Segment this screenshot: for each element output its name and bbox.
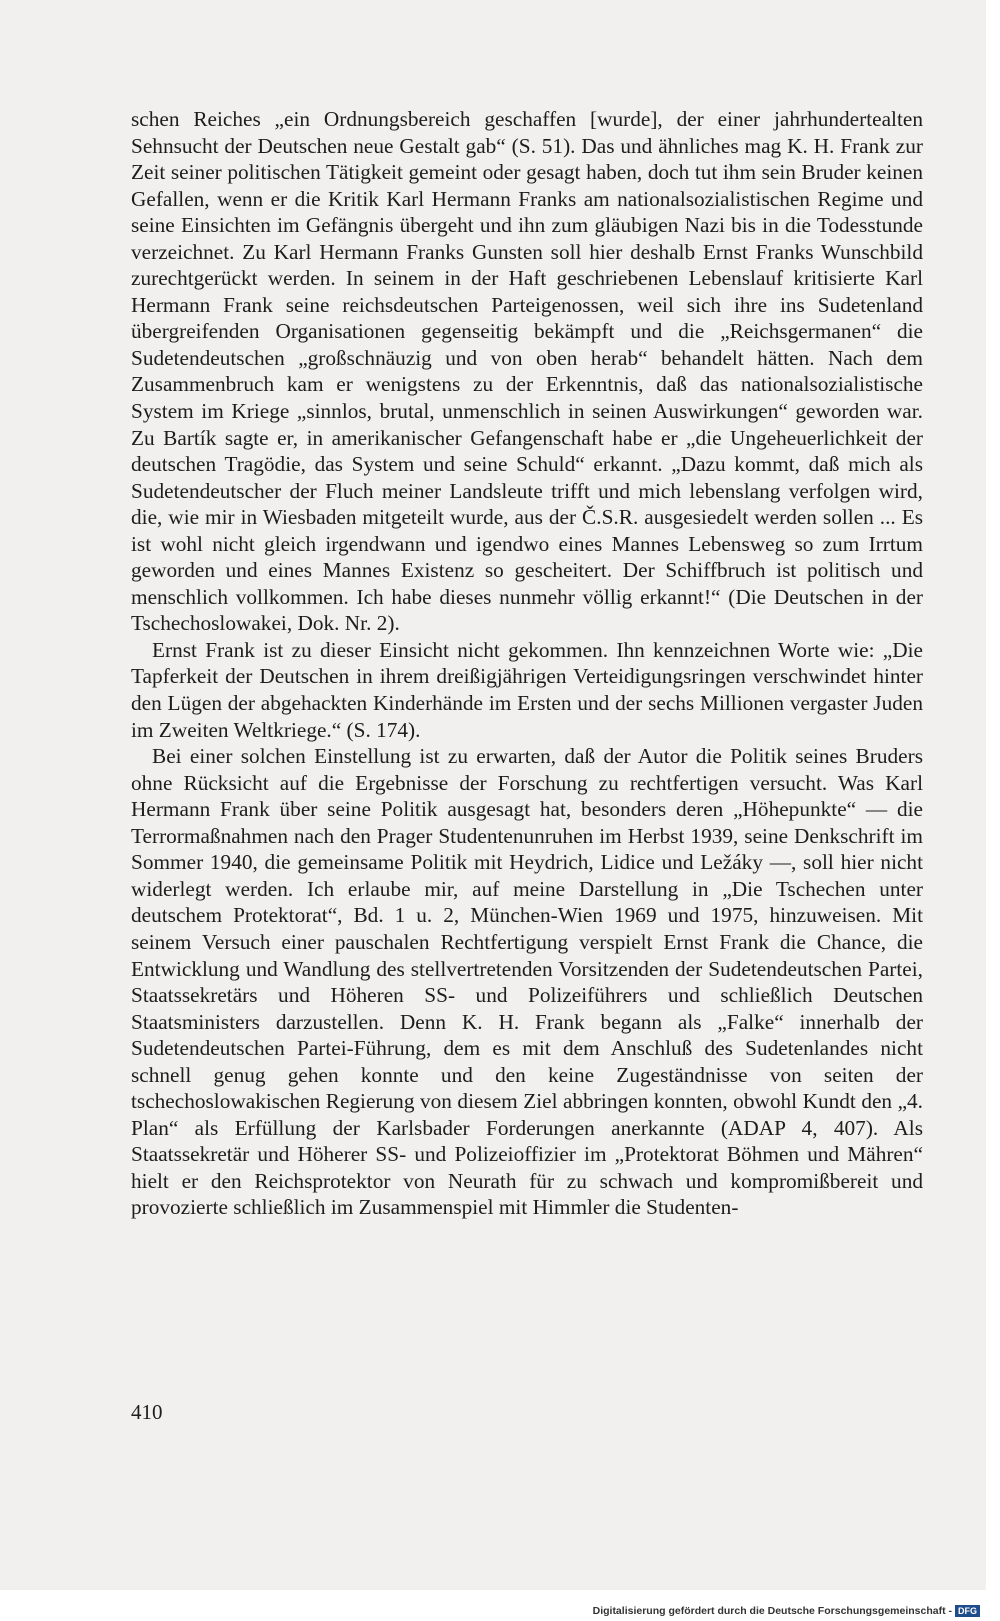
paragraph-3: Bei einer solchen Einstellung ist zu erwarten, daß der Autor die Politik seines Bruders ohne Rücksicht auf die Ergebnisse der Forschung zu rechtfertigen versucht. Was Karl Hermann Frank über seine Politik ausgesagt hat, besonders deren „Höhepunkte“ — die Terrormaßnahmen nach den Prager Studentenunruhen im Herbst 1939, seine Denkschrift im Sommer 1940, die gemeinsame Politik mit Heydrich, Lidice und Ležáky —, soll hier nicht widerlegt werden. Ich erlaube mir, auf meine Darstellung in „Die Tschechen unter deutschem Protektorat“, Bd. 1 u. 2, München-Wien 1969 und 1975, hinzuweisen. Mit seinem Versuch einer pauschalen Rechtfertigung verspielt Ernst Frank die Chance, die Entwicklung und Wandlung des stellvertretenden Vorsitzenden der Sudetendeutschen Partei, Staatssekretärs und Höheren SS- und Polizeiführers und schließlich Deutschen Staatsministers darzustellen. Denn K. H. Frank begann als „Falke“ innerhalb der Sudetendeutschen Partei-Führung, dem es mit dem Anschluß des Sudetenlandes nicht schnell genug gehen konnte und den keine Zugeständnisse von seiten der tschechoslowakischen Regierung von diesem Ziel abbringen konnten, obwohl Kundt den „4. Plan“ als Erfüllung der Karlsbader Forderungen anerkannte (ADAP 4, 407). Als Staatssekretär und Höherer SS- und Polizeioffizier im „Protektorat Böhmen und Mähren“ hielt er den Reichsprotektor von Neurath für zu schwach und kompromißbereit und provozierte schließlich im Zusammenspiel mit Himmler die Studenten- [131, 744, 923, 1220]
page-number: 410 [131, 1400, 163, 1424]
credit-text: Digitalisierung gefördert durch die Deutsche Forschungsgemeinschaft - [592, 1605, 952, 1617]
dfg-logo-icon: DFG [955, 1605, 980, 1617]
body-text [131, 106, 923, 1221]
digitization-credit [593, 1605, 980, 1617]
paragraph-2: Ernst Frank ist zu dieser Einsicht nicht gekommen. Ihn kennzeichnen Worte wie: „Die Tapferkeit der Deutschen in ihrem dreißigjährigen Verteidigungsringen verschwindet hinter den Lügen der abgehackten Kinderhände im Ersten und der sechs Millionen vergaster Juden im Zweiten Weltkriege.“ (S. 174). [131, 637, 923, 742]
paragraph-1: schen Reiches „ein Ordnungsbereich geschaffen [wurde], der einer jahrhundertealten Sehnsucht der Deutschen neue Gestalt gab“ (S. 51). Das und ähnliches mag K. H. Frank zur Zeit seiner politischen Tätigkeit gemeint oder gesagt haben, doch tut ihm sein Bruder keinen Gefallen, wenn er die Kritik Karl Hermann Franks am nationalsozialistischen Regime und seine Einsichten im Gefängnis übergeht und ihn zum gläubigen Nazi bis in die Todesstunde verzeichnet. Zu Karl Hermann Franks Gunsten soll hier deshalb Ernst Franks Wunschbild zurechtgerückt werden. In seinem in der Haft geschriebenen Lebenslauf kritisierte Karl Hermann Frank seine reichsdeutschen Parteigenossen, weil sich ihre ins Sudetenland übergreifenden Organisationen gegenseitig bekämpft und die „Reichsgermanen“ die Sudetendeutschen „großschnäuzig und von oben herab“ behandelt hätten. Nach dem Zusammenbruch kam er wenigstens zu der Erkenntnis, daß das nationalsozialistische System im Kriege „sinnlos, brutal, unmenschlich in seinen Auswirkungen“ geworden war. Zu Bartík sagte er, in amerikanischer Gefangenschaft habe er „die Ungeheuerlichkeit der deutschen Tragödie, das System und seine Schuld“ erkannt. „Dazu kommt, daß mich als Sudetendeutscher der Fluch meiner Landsleute trifft und mich lebenslang verfolgen wird, die, wie mir in Wiesbaden mitgeteilt wurde, aus der Č.S.R. ausgesiedelt werden sollen ... Es ist wohl nicht gleich irgendwann und igendwo eines Mannes Lebensweg so zum Irrtum geworden und eines Mannes Existenz so gescheitert. Der Schiffbruch ist politisch und menschlich vollkommen. Ich habe dieses nunmehr völlig erkannt!“ (Die Deutschen in der Tschechoslowakei, Dok. Nr. 2). [131, 107, 923, 636]
